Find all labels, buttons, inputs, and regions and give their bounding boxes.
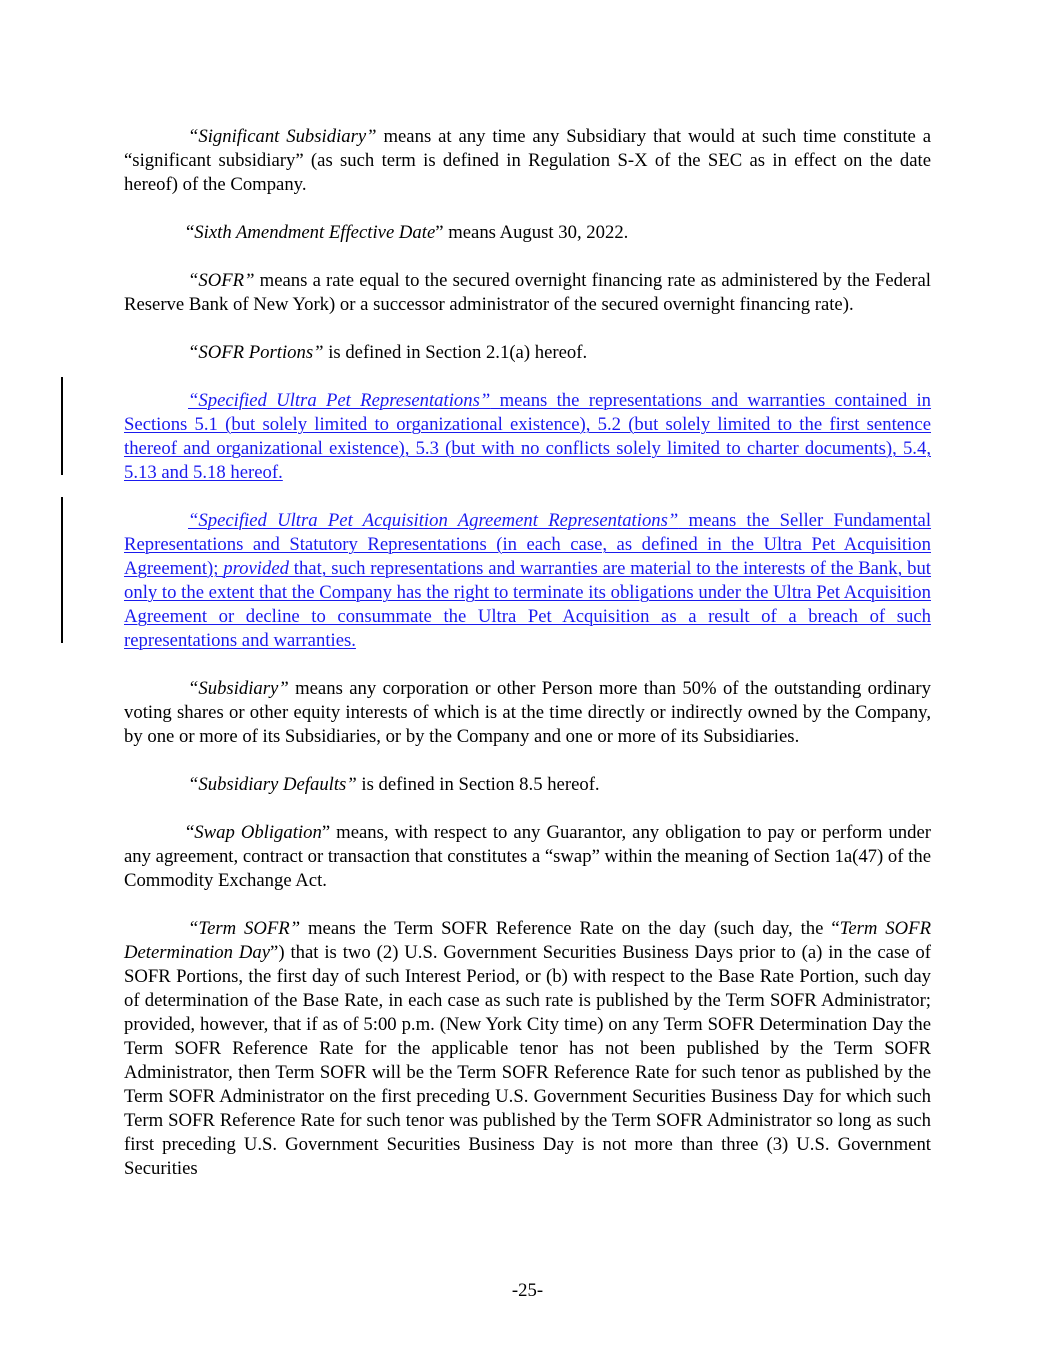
defined-term: Swap Obligation (194, 822, 322, 843)
definition-text: is defined in Section 2.1(a) hereof. (323, 342, 588, 363)
definition-text-2: that, such representations and warranties are material to the interests of the Bank, but only to the extent that the Company has the right to terminate its obligations under the Ultra Pet Acquisition Agreement or decline to consummate the Ultra Pet Acquisition as a result of a breach of such representations and warranties. (124, 558, 931, 651)
defined-term: “Specified Ultra Pet Representations” (188, 390, 491, 411)
defined-term: “Specified Ultra Pet Acquisition Agreement Representations” (188, 510, 679, 531)
defined-term: “Subsidiary” (188, 678, 289, 699)
inserted-block-ultra-pet-acquisition-reps (124, 509, 931, 653)
definition-text: means at any time any Subsidiary that would at such time constitute a “significant subsidiary” (as such term is defined in Regulation S-X of the SEC as in effect on the date hereof) of the Company. (124, 126, 932, 195)
defined-term: “Subsidiary Defaults” (188, 774, 357, 795)
definition-text-1: means the Seller Fundamental Representations and Statutory Representations (in each case, as defined in the Ultra Pet Acquisition Agreement); (124, 510, 932, 579)
definition-text: means any corporation or other Person more than 50% of the outstanding ordinary voting shares or other equity interests of which is at the time directly or indirectly owned by the Company, by one or more of its Subsidiaries, or by the Company and one or more of its Subsidiaries. (124, 678, 931, 747)
definition-specified-ultra-pet-acquisition-agreement-representations (124, 509, 931, 653)
definition-sofr (124, 269, 931, 317)
definition-text: is defined in Section 8.5 hereof. (356, 774, 600, 795)
open-quote: “ (186, 222, 195, 243)
document-body (124, 125, 931, 1205)
defined-term: “SOFR Portions” (188, 342, 324, 363)
inserted-block-ultra-pet-reps (124, 389, 931, 485)
change-bar (61, 497, 63, 643)
definition-term-sofr (124, 917, 931, 1181)
defined-term: “SOFR” (188, 270, 255, 291)
change-bar (61, 377, 63, 475)
definition-text: ” means, with respect to any Guarantor, any obligation to pay or perform under any agreement, contract or transaction that constitutes a “swap” within the meaning of Section 1a(47) of the Commodity Exchange Act. (124, 822, 932, 891)
open-quote: “ (186, 822, 195, 843)
defined-term: “Significant Subsidiary” (188, 126, 377, 147)
defined-term: “Term SOFR” (188, 918, 301, 939)
definition-swap-obligation (124, 821, 931, 893)
definition-sixth-amendment-effective-date (124, 221, 931, 245)
definition-text-2: ”) that is two (2) U.S. Government Securities Business Days prior to (a) in the case of SOFR Portions, the first day of such Interest Period, or (b) with respect to the Base Rate Portion, such day of determination of the Base Rate, in each case as such rate is published by the Term SOFR Administrator; provided, however, that if as of 5:00 p.m. (New York City time) on any Term SOFR Determination Day the Term SOFR Reference Rate for the applicable tenor has not been published by the Term SOFR Administrator, then Term SOFR will be the Term SOFR Reference Rate for such tenor as published by the Term SOFR Administrator on the first preceding U.S. Government Securities Business Day for which such Term SOFR Reference Rate for such tenor was published by the Term SOFR Administrator so long as such first preceding U.S. Government Securities Business Day is not more than three (3) U.S. Government Securities (124, 942, 931, 1179)
definition-text-1: means the Term SOFR Reference Rate on the day (such day, the “ (300, 918, 840, 939)
definition-subsidiary-defaults (124, 773, 931, 797)
inner-defined-term: Term SOFR Determination Day (124, 918, 931, 963)
page-number: -25- (511, 1280, 544, 1301)
definition-text: means the representations and warranties contained in Sections 5.1 (but solely limited to organizational existence), 5.2 (but solely limited to the first sentence thereof and organizational existence), 5.3 (but with no conflicts solely limited to charter documents), 5.4, 5.13 and 5.18 hereof. (124, 390, 932, 483)
provided-italic: provided (223, 558, 289, 579)
definition-text: ” means August 30, 2022. (435, 222, 629, 243)
definition-significant-subsidiary (124, 125, 931, 197)
definition-specified-ultra-pet-representations (124, 389, 931, 485)
defined-term: Sixth Amendment Effective Date (194, 222, 436, 243)
definition-sofr-portions (124, 341, 931, 365)
definition-subsidiary (124, 677, 931, 749)
definition-text: means a rate equal to the secured overnight financing rate as administered by the Federal Reserve Bank of New York) or a successor administrator of the secured overnight financing rate). (124, 270, 931, 315)
